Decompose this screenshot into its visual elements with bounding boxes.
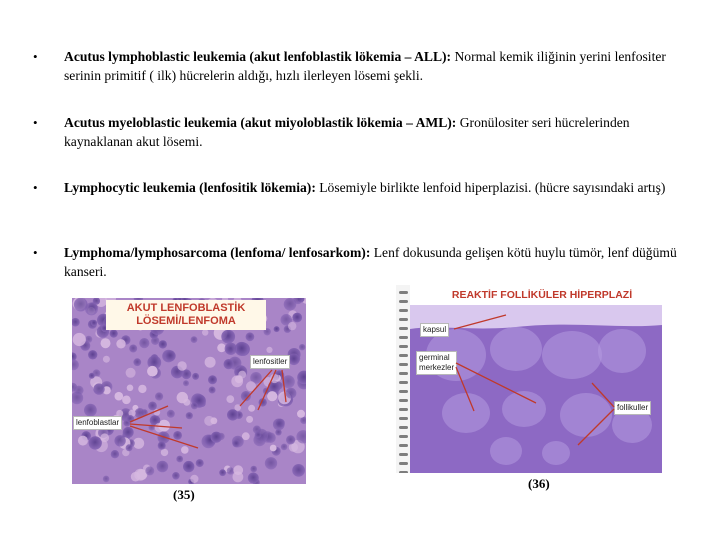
figure-left-title-line2: LÖSEMİ/LENFOMA <box>136 315 236 327</box>
histology-image-left <box>72 298 306 484</box>
annotation-arrows-right <box>396 285 662 473</box>
bullet-desc: Lösemiyle birlikte lenfoid hiperplazisi. (hücre sayısındaki artış) <box>315 180 666 195</box>
figure-left-title-line1: AKUT LENFOBLASTİK <box>126 302 246 314</box>
bullet-term: Lymphoma/lymphosarcoma (lenfoma/ lenfosarkom): <box>64 245 371 260</box>
bullet-desc: Normal kemik iliğinin yerini lenfositer serinin primitif ( ilk) hücrelerin aldığı, hızlı ilerleyen lösemi şekli. <box>64 49 666 83</box>
bullet-term: Lymphocytic leukemia (lenfositik lökemia): <box>64 180 316 195</box>
label-kapsul: kapsul <box>420 323 449 337</box>
label-lenfositler: lenfositler <box>250 355 290 369</box>
bullet-term: Acutus lymphoblastic leukemia (akut lenfoblastik lökemia – ALL): <box>64 49 452 64</box>
bullet-term: Acutus myeloblastic leukemia (akut miyoloblastik lökemia – AML): <box>64 115 457 130</box>
bullet-marker: • <box>33 49 38 64</box>
label-lenfoblastlar: lenfoblastlar <box>73 416 122 430</box>
bullet-text <box>64 243 684 281</box>
figure-right-caption: (36) <box>528 476 550 491</box>
bullet-desc: Lenf dokusunda gelişen kötü huylu tümör, lenf düğümü kanseri. <box>64 245 677 279</box>
bullet-marker: • <box>33 115 38 130</box>
label-germinal-line2: merkezler <box>419 363 455 372</box>
bullet-text <box>64 178 684 197</box>
histology-image-right <box>396 285 662 473</box>
bullet-marker: • <box>33 245 38 260</box>
label-follikuller: follikuller <box>614 401 651 415</box>
bullet-marker: • <box>33 180 38 195</box>
bullet-text <box>64 113 684 151</box>
figure-right-title: REAKTİF FOLLİKÜLER HİPERPLAZİ <box>451 289 633 301</box>
figure-left-caption: (35) <box>173 487 195 502</box>
bullet-text <box>64 47 684 85</box>
label-germinal-line1: germinal <box>419 353 450 362</box>
annotation-arrows-left <box>72 298 306 484</box>
bullet-desc: Gronülositer seri hücrelerinden kaynaklanan akut lösemi. <box>64 115 630 149</box>
